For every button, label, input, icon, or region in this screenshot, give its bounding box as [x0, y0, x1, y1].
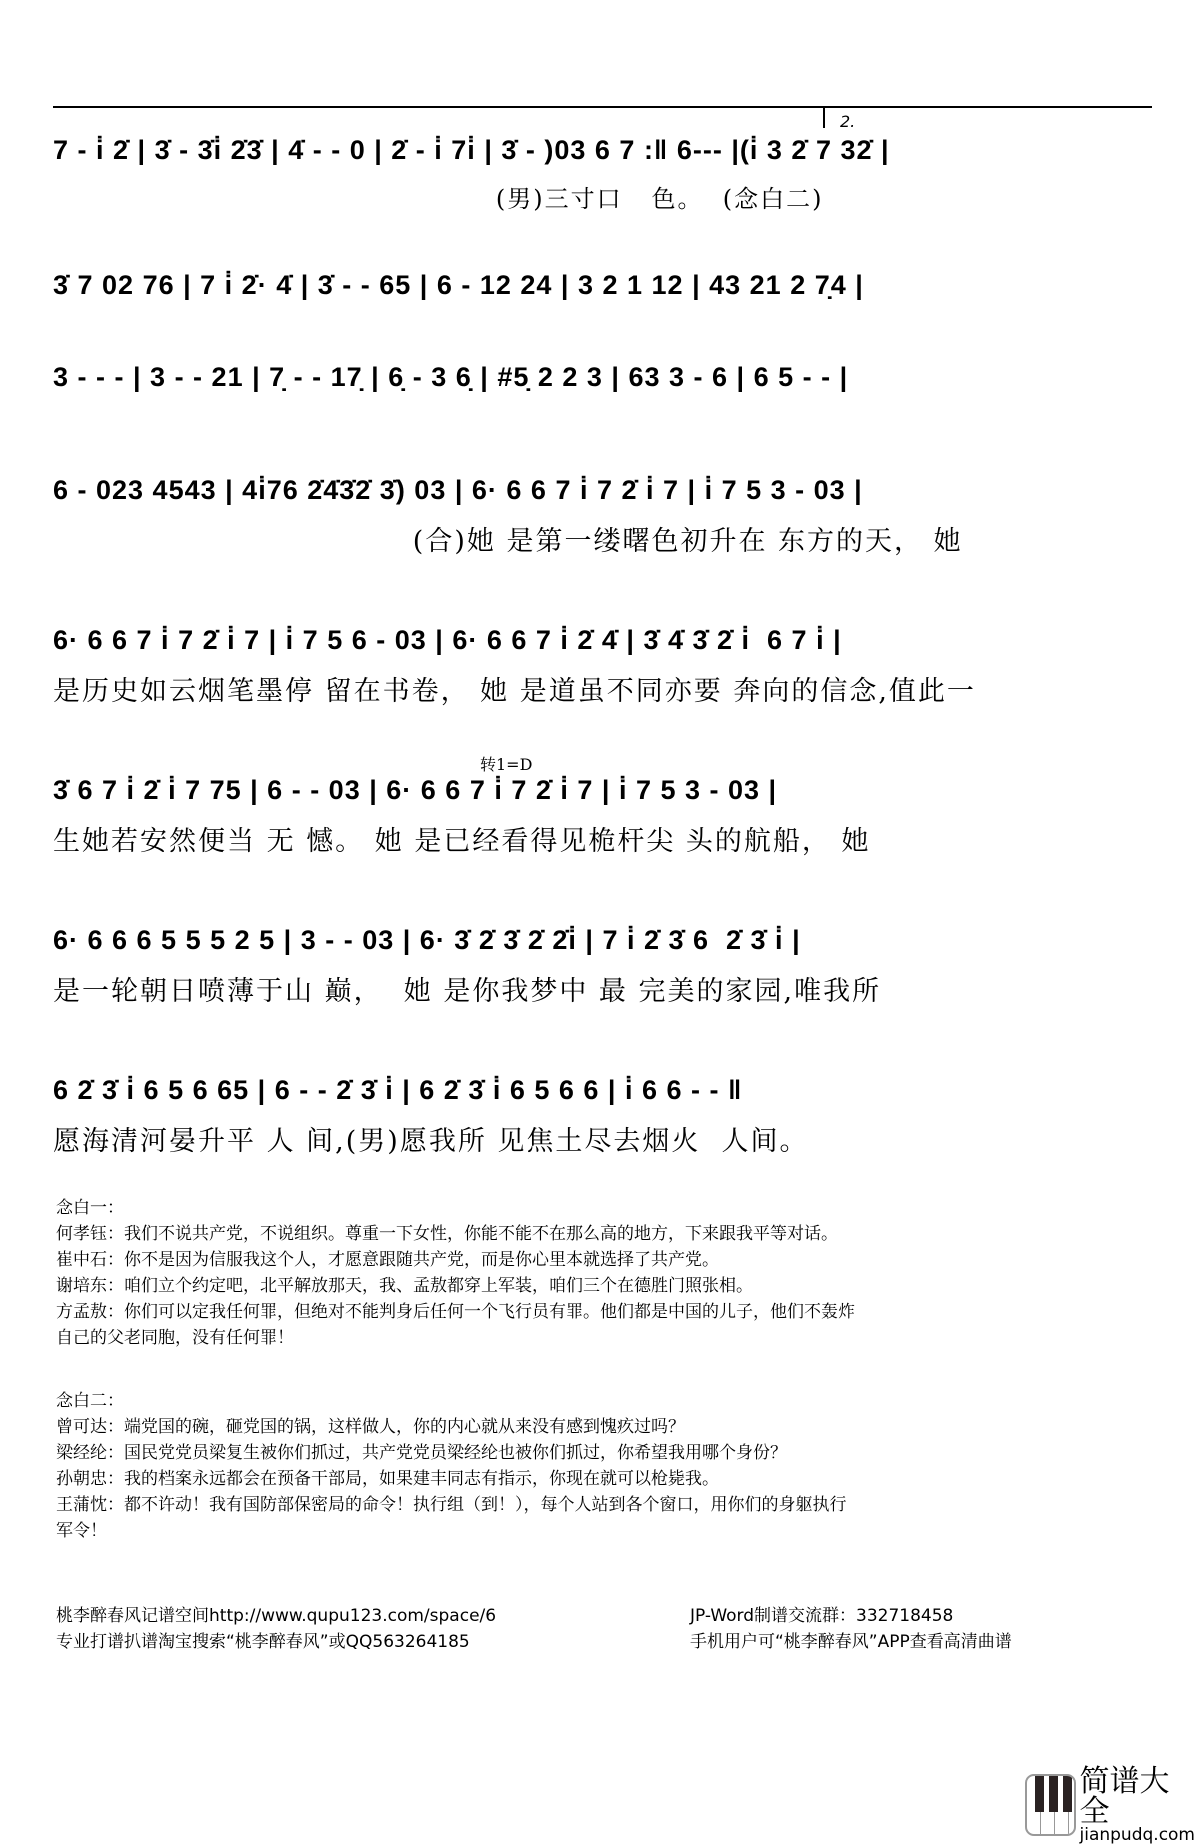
notation-line: 6· 6 6 6 5 5 5 2 5 | 3 - - 03 | 6· 3̇ 2̇ 3̇ 2̇ 2̇i̇ | 7 i̇ 2̇ 3̇ 6 2̇ 3̇ i̇ | [53, 925, 801, 955]
dialogue-line: 方孟敖：你们可以定我任何罪，但绝对不能判身后任何一个飞行员有罪。他们都是中国的儿子，他们不轰炸 [56, 1302, 855, 1322]
footer-info-text: 专业打谱扒谱淘宝搜索“桃李醉春风”或QQ563264185 [56, 1632, 470, 1652]
lyrics-line: 生她若安然便当 无 憾。 她 是已经看得见桅杆尖 头的航船， 她 [53, 826, 871, 857]
notation-line: 6· 6 6 7 i̇ 7 2̇ i̇ 7 | i̇ 7 5 6 - 03 | 6· 6 6 7 i̇ 2̇ 4̇ | 3̇ 4̇ 3̇ 2̇ i̇ 6 7 i̇ | [53, 625, 842, 655]
footer-right [690, 1603, 1012, 1655]
key-change-marker: 转1=D [480, 755, 533, 774]
site-logo[interactable] [1025, 1763, 1195, 1845]
notation-line: 6 2̇ 3̇ i̇ 6 5 6 65 | 6 - - 2̇ 3̇ i̇ | 6 2̇ 3̇ i̇ 6 5 6 6 | i̇ 6 6 - - ‖ [53, 1075, 743, 1105]
lyrics-line: (合)她 是第一缕曙色初升在 东方的天， 她 [53, 526, 963, 557]
score-system-8 [53, 1075, 1150, 1155]
dialogue-line: 谢培东：咱们立个约定吧，北平解放那天，我、孟敖都穿上军装，咱们三个在德胜门照张相。 [56, 1276, 753, 1296]
notation-line: 3 - - - | 3 - - 21 | 7̣ - - 17̣ | 6̣ - 3 6̣ | #5̣ 2 2 3 | 63 3 - 6 | 6 5 - - | [53, 362, 849, 392]
score-system-6 [53, 775, 1150, 855]
dialogue-line: 孙朝忠：我的档案永远都会在预备干部局，如果建丰同志有指示，你现在就可以枪毙我。 [56, 1469, 719, 1489]
lyrics-line: 是一轮朝日喷薄于山 巅， 她 是你我梦中 最 完美的家园,唯我所 [53, 976, 882, 1007]
dialogue-line: 何孝钰：我们不说共产党，不说组织。尊重一下女性，你能不能不在那么高的地方，下来跟我平等对话。 [56, 1224, 838, 1244]
volta-bracket [823, 106, 1152, 128]
notation-line: 6 - 023 4543 | 4i̇76 2̇4̇3̇2̇ 3̇) 03 | 6· 6 6 7 i̇ 7 2̇ i̇ 7 | i̇ 7 5 3 - 03 | [53, 475, 863, 505]
footer-left [56, 1603, 496, 1655]
score-system-1 [53, 135, 1150, 215]
section-title: 念白一： [56, 1198, 124, 1218]
logo-url: jianpudq.com [1079, 1824, 1195, 1845]
score-system-4 [53, 475, 1150, 555]
dialogue-line: 曾可达：端党国的碗，砸党国的锅，这样做人，你的内心就从来没有感到愧疚过吗？ [56, 1417, 685, 1437]
footer-app-text: 手机用户可“桃李醉春风”APP查看高清曲谱 [690, 1632, 1012, 1652]
dialogue-section-1 [56, 1195, 1146, 1351]
dialogue-line: 梁经纶：国民党党员梁复生被你们抓过，共产党党员梁经纶也被你们抓过，你希望我用哪个身份？ [56, 1443, 787, 1463]
volta-label: 2. [840, 112, 856, 131]
notation-line: 3̇ 7 02 76 | 7 i̇ 2̇· 4̇ | 3̇ - - 65 | 6 - 12 24 | 3 2 1 12 | 43 21 2 7̣4 | [53, 270, 864, 300]
lyrics-line: 愿海清河晏升平 人 间,(男)愿我所 见焦土尽去烟火 人间。 [53, 1126, 809, 1157]
staff-top-line [53, 106, 843, 108]
dialogue-line: 王蒲忱：都不许动！我有国防部保密局的命令！执行组（到！），每个人站到各个窗口，用你们的身躯执行 [56, 1495, 847, 1515]
score-system-5 [53, 625, 1150, 705]
lyrics-line: (男)三寸口 色。 (念白二) [53, 185, 824, 213]
dialogue-line: 军令！ [56, 1521, 107, 1541]
dialogue-section-2 [56, 1388, 1146, 1544]
dialogue-line: 自己的父老同胞，没有任何罪！ [56, 1328, 294, 1348]
notation-line: 7 - i̇ 2̇ | 3̇ - 3̇i̇ 2̇3̇ | 4̇ - - 0 | 2̇ - i̇ 7i̇ | 3̇ - )03 6 7 :‖ 6--- |(i̇ 3 2̇ 7 32̇ | [53, 135, 890, 165]
logo-title: 简谱大全 [1079, 1763, 1170, 1829]
lyrics-line: 是历史如云烟笔墨停 留在书卷， 她 是道虽不同亦要 奔向的信念,值此一 [53, 676, 976, 707]
section-title: 念白二： [56, 1391, 124, 1411]
score-system-3 [53, 362, 1150, 402]
piano-keys-icon [1025, 1774, 1076, 1836]
dialogue-line: 崔中石：你不是因为信服我这个人，才愿意跟随共产党，而是你心里本就选择了共产党。 [56, 1250, 719, 1270]
notation-line: 3̇ 6 7 i̇ 2̇ i̇ 7 75 | 6 - - 03 | 6· 6 6 7 i̇ 7 2̇ i̇ 7 | i̇ 7 5 3 - 03 | [53, 775, 778, 805]
footer-group-text: JP-Word制谱交流群：332718458 [690, 1606, 954, 1626]
footer-link-text[interactable]: 桃李醉春风记谱空间http://www.qupu123.com/space/6 [56, 1606, 497, 1626]
score-system-2 [53, 270, 1150, 310]
score-system-7 [53, 925, 1150, 1005]
